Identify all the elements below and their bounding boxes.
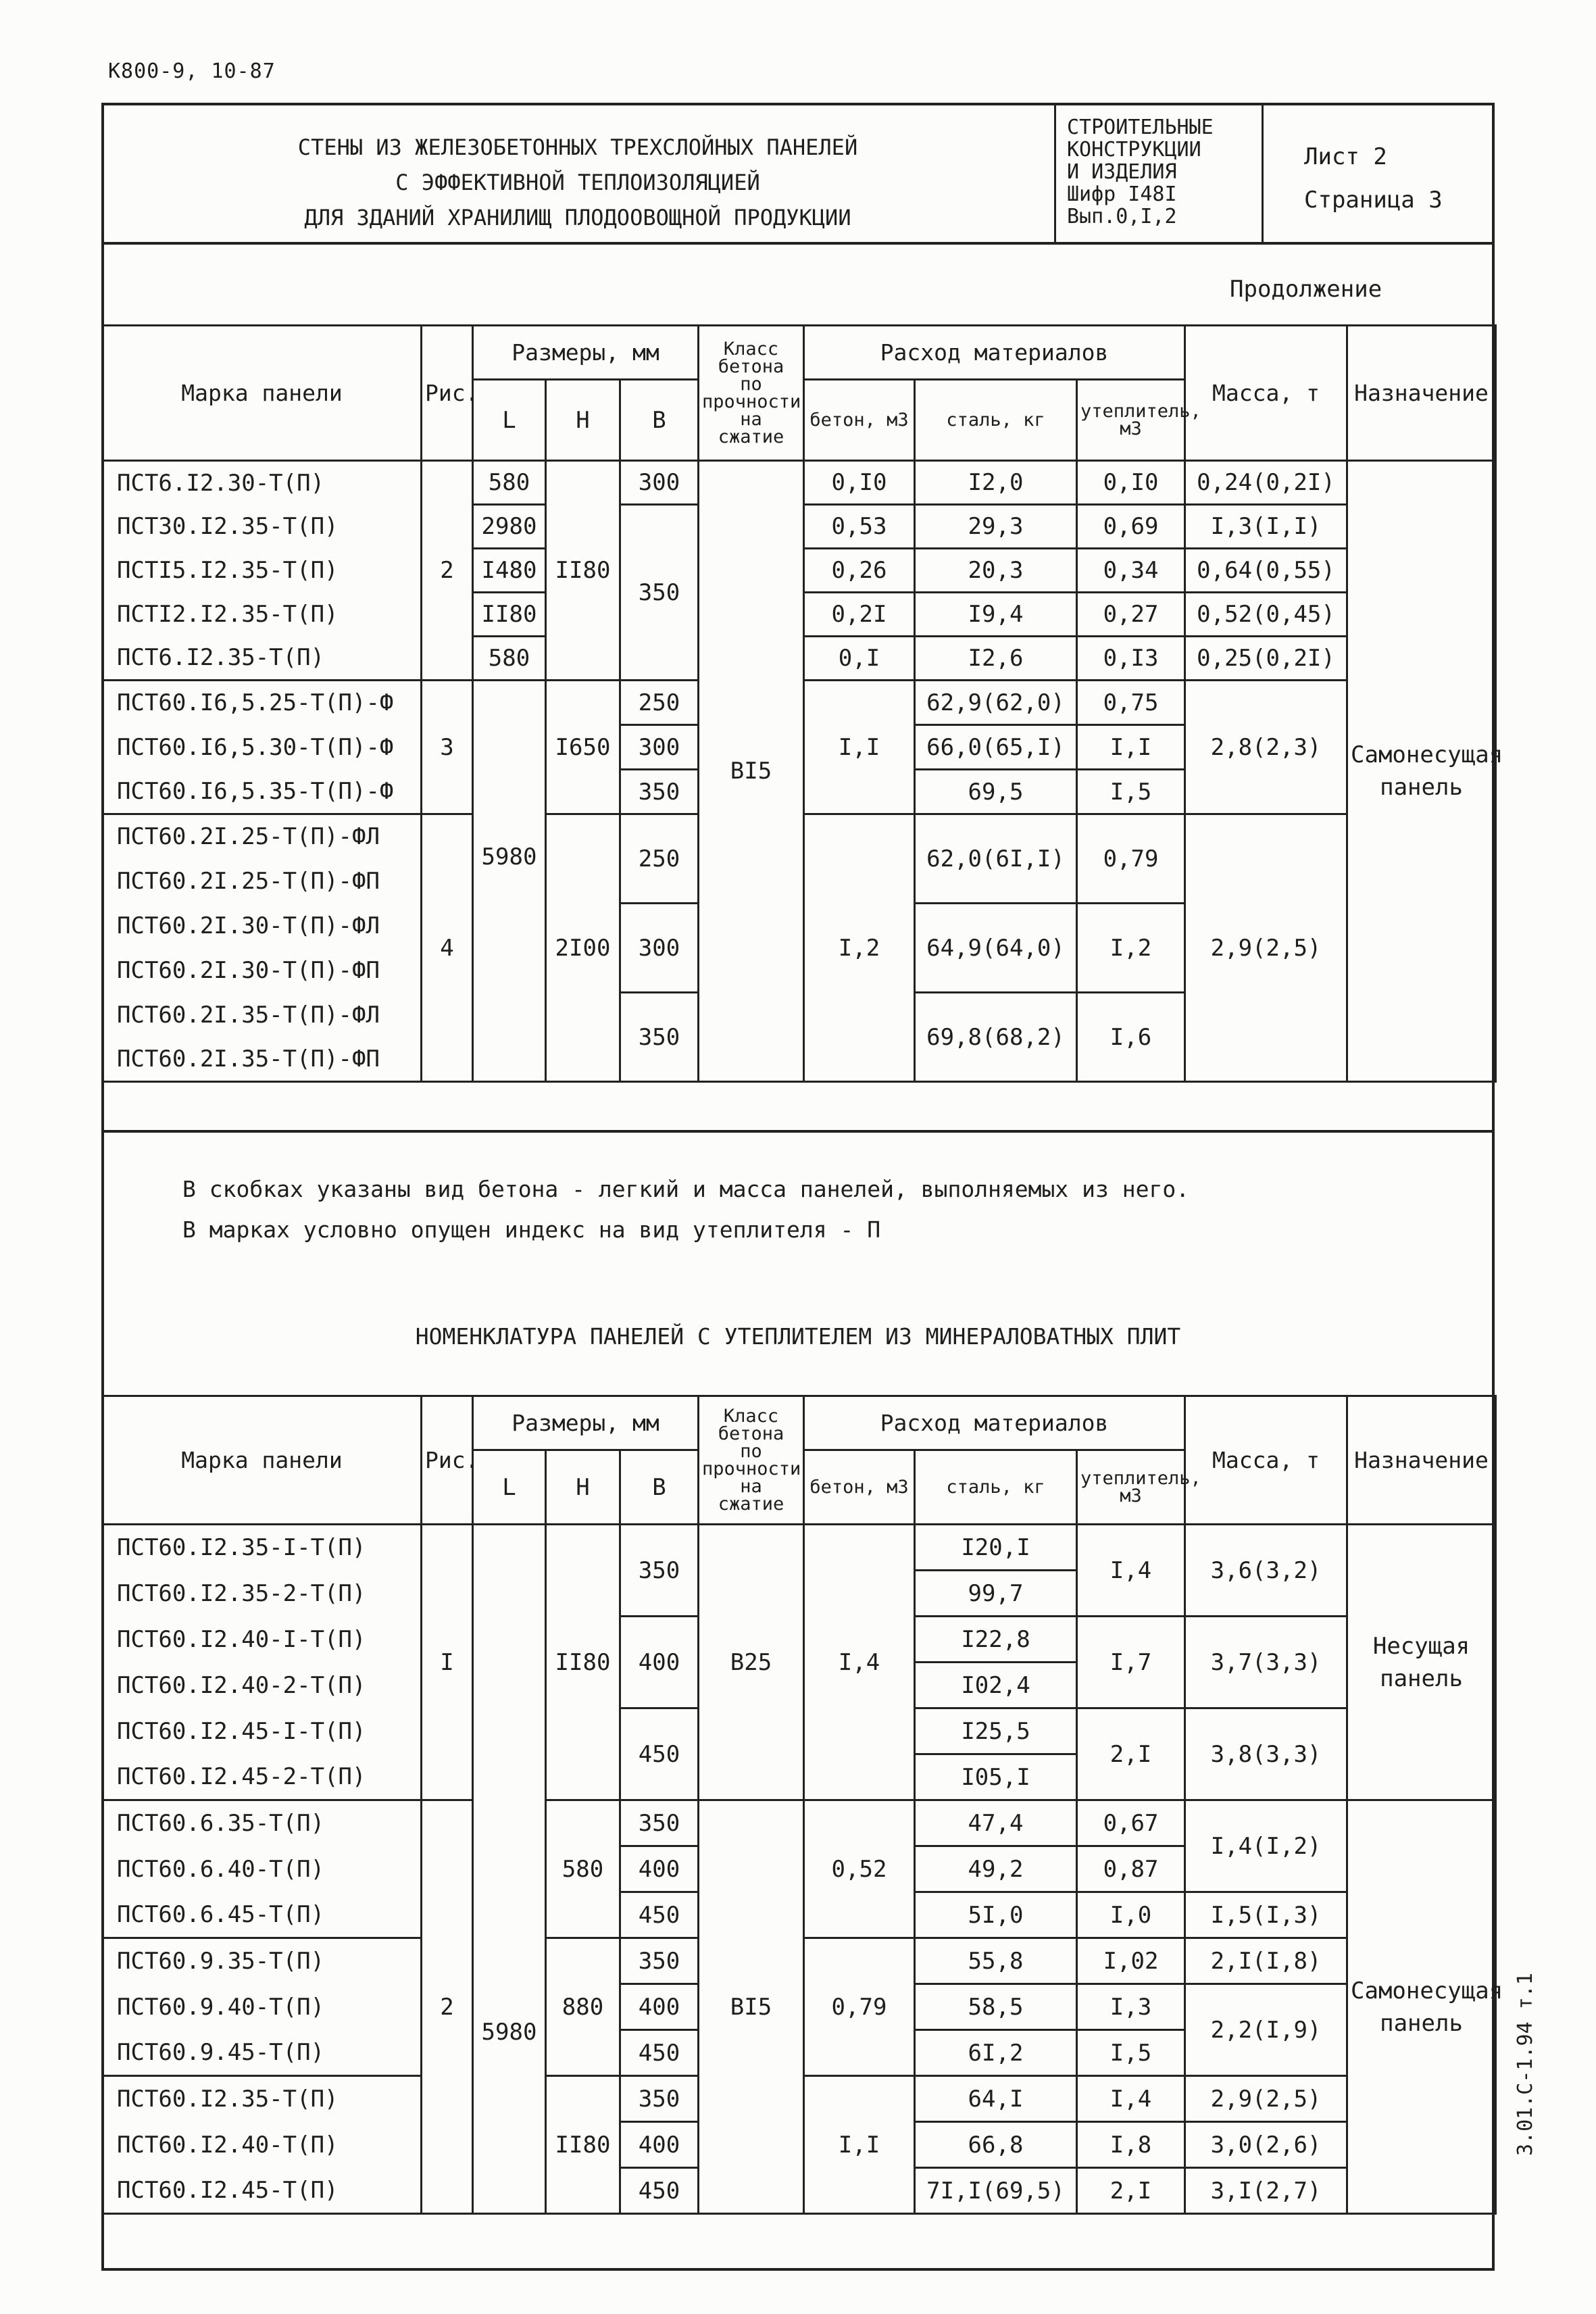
col-mark-header: Марка панели bbox=[103, 1396, 422, 1525]
panel-mark: ПСТ6.I2.35-Т(П) bbox=[103, 637, 422, 681]
document-code: К800-9, 10-87 bbox=[108, 59, 276, 83]
col-consumption-header: Расход материалов bbox=[804, 326, 1185, 380]
mass-cell: 2,8(2,3) bbox=[1185, 681, 1347, 814]
steel-cell: 55,8 bbox=[915, 1938, 1077, 1984]
steel-cell: 62,9(62,0) bbox=[915, 681, 1077, 725]
insul-cell: I,7 bbox=[1077, 1617, 1185, 1708]
title-line: ДЛЯ ЗДАНИЙ ХРАНИЛИЩ ПЛОДООВОЩНОЙ ПРОДУКЦИИ bbox=[304, 205, 851, 230]
col-class-header: Класс бетона по прочности на сжатие bbox=[699, 326, 804, 461]
insul-cell: I,8 bbox=[1077, 2122, 1185, 2168]
steel-cell: 58,5 bbox=[915, 1984, 1077, 2030]
panel-mark: ПСТ60.I2.40-2-Т(П) bbox=[103, 1663, 422, 1708]
concrete-cell: 0,52 bbox=[804, 1800, 915, 1938]
thickness-cell: 350 bbox=[620, 2076, 699, 2122]
col-class-header: Класс бетона по прочности на сжатие bbox=[699, 1396, 804, 1525]
purpose-cell: Самонесущая панель bbox=[1347, 1800, 1496, 2214]
fig-cell: 4 bbox=[422, 814, 473, 1082]
concrete-cell: 0,I0 bbox=[804, 461, 915, 505]
concrete-class-cell: B25 bbox=[699, 1525, 804, 1800]
series-block bbox=[1054, 103, 1264, 242]
insul-cell: I,I bbox=[1077, 725, 1185, 770]
insul-cell: 0,79 bbox=[1077, 814, 1185, 904]
panel-mark: ПСТ60.I2.40-I-Т(П) bbox=[103, 1617, 422, 1663]
steel-cell: 64,I bbox=[915, 2076, 1077, 2122]
concrete-cell: I,I bbox=[804, 681, 915, 814]
mass-cell: 2,9(2,5) bbox=[1185, 2076, 1347, 2122]
col-concrete-header: бетон, м3 bbox=[804, 1450, 915, 1525]
panel-mark: ПСТ60.9.35-Т(П) bbox=[103, 1938, 422, 1984]
col-dims-header: Размеры, мм bbox=[473, 1396, 699, 1450]
thickness-cell: 450 bbox=[620, 2168, 699, 2214]
col-insul-header: утеплитель, м3 bbox=[1077, 1450, 1185, 1525]
concrete-cell: I,I bbox=[804, 2076, 915, 2214]
steel-cell: 29,3 bbox=[915, 505, 1077, 549]
mass-cell: 3,8(3,3) bbox=[1185, 1708, 1347, 1800]
col-fig-header: Рис. bbox=[422, 326, 473, 461]
thickness-cell: 350 bbox=[620, 993, 699, 1082]
mass-cell: 2,9(2,5) bbox=[1185, 814, 1347, 1082]
col-fig-header: Рис. bbox=[422, 1396, 473, 1525]
purpose-cell: Несущая панель bbox=[1347, 1525, 1496, 1800]
fig-cell: 3 bbox=[422, 681, 473, 814]
panel-mark: ПСТ60.6.45-Т(П) bbox=[103, 1892, 422, 1938]
panel-mark: ПСТ60.2I.35-Т(П)-ФП bbox=[103, 1037, 422, 1082]
thickness-cell: 350 bbox=[620, 770, 699, 814]
concrete-class-cell: BI5 bbox=[699, 461, 804, 1082]
panel-mark: ПСТI2.I2.35-Т(П) bbox=[103, 593, 422, 637]
length-cell: I480 bbox=[473, 549, 546, 593]
length-cell: 580 bbox=[473, 461, 546, 505]
insul-cell: 0,I0 bbox=[1077, 461, 1185, 505]
series-line: И ИЗДЕЛИЯ bbox=[1067, 160, 1177, 184]
length-cell: II80 bbox=[473, 593, 546, 637]
concrete-cell: 0,26 bbox=[804, 549, 915, 593]
mass-cell: I,3(I,I) bbox=[1185, 505, 1347, 549]
panel-mark: ПСТ60.I2.45-Т(П) bbox=[103, 2168, 422, 2214]
steel-cell: 6I,2 bbox=[915, 2030, 1077, 2076]
steel-cell: 66,8 bbox=[915, 2122, 1077, 2168]
steel-cell: I2,0 bbox=[915, 461, 1077, 505]
title-line: СТЕНЫ ИЗ ЖЕЛЕЗОБЕТОННЫХ ТРЕХСЛОЙНЫХ ПАНЕЛЕЙ bbox=[297, 134, 858, 160]
series-line: СТРОИТЕЛЬНЫЕ bbox=[1067, 116, 1214, 139]
document-title bbox=[101, 130, 1054, 235]
mass-cell: 3,6(3,2) bbox=[1185, 1525, 1347, 1617]
steel-cell: I05,I bbox=[915, 1754, 1077, 1800]
height-cell: 580 bbox=[546, 1800, 620, 1938]
thickness-cell: 350 bbox=[620, 505, 699, 681]
height-cell: II80 bbox=[546, 1525, 620, 1800]
steel-cell: 69,8(68,2) bbox=[915, 993, 1077, 1082]
thickness-cell: 250 bbox=[620, 814, 699, 904]
page-number: Страница 3 bbox=[1304, 187, 1443, 214]
series-line: КОНСТРУКЦИИ bbox=[1067, 138, 1201, 162]
insul-cell: 0,69 bbox=[1077, 505, 1185, 549]
panel-mark: ПСТ6.I2.30-Т(П) bbox=[103, 461, 422, 505]
steel-cell: I22,8 bbox=[915, 1617, 1077, 1663]
thickness-cell: 450 bbox=[620, 1892, 699, 1938]
series-line: Вып.0,I,2 bbox=[1067, 205, 1177, 228]
thickness-cell: 300 bbox=[620, 904, 699, 993]
height-cell: II80 bbox=[546, 461, 620, 681]
height-cell: 2I00 bbox=[546, 814, 620, 1082]
insul-cell: I,4 bbox=[1077, 1525, 1185, 1617]
mass-cell: 0,64(0,55) bbox=[1185, 549, 1347, 593]
thickness-cell: 350 bbox=[620, 1938, 699, 1984]
panel-mark: ПСТ60.2I.30-Т(П)-ФЛ bbox=[103, 904, 422, 948]
panel-mark: ПСТ60.2I.25-Т(П)-ФП bbox=[103, 859, 422, 904]
length-cell: 5980 bbox=[473, 1525, 546, 2214]
note-line: В скобках указаны вид бетона - легкий и масса панелей, выполняемых из него. bbox=[182, 1176, 1190, 1202]
concrete-cell: 0,53 bbox=[804, 505, 915, 549]
insul-cell: 0,27 bbox=[1077, 593, 1185, 637]
purpose-cell: Самонесущая панель bbox=[1347, 461, 1496, 1082]
thickness-cell: 450 bbox=[620, 1708, 699, 1800]
col-insul-header: утеплитель, м3 bbox=[1077, 380, 1185, 461]
fig-cell: 2 bbox=[422, 461, 473, 681]
height-cell: II80 bbox=[546, 2076, 620, 2214]
col-steel-header: сталь, кг bbox=[915, 380, 1077, 461]
mass-cell: 3,7(3,3) bbox=[1185, 1617, 1347, 1708]
col-dims-header: Размеры, мм bbox=[473, 326, 699, 380]
table-divider bbox=[101, 1130, 1495, 1133]
mass-cell: 0,52(0,45) bbox=[1185, 593, 1347, 637]
insul-cell: I,5 bbox=[1077, 770, 1185, 814]
col-concrete-header: бетон, м3 bbox=[804, 380, 915, 461]
mass-cell: 0,25(0,2I) bbox=[1185, 637, 1347, 681]
insul-cell: I,4 bbox=[1077, 2076, 1185, 2122]
steel-cell: I02,4 bbox=[915, 1663, 1077, 1708]
insul-cell: I,02 bbox=[1077, 1938, 1185, 1984]
mass-cell: 3,I(2,7) bbox=[1185, 2168, 1347, 2214]
insul-cell: 0,I3 bbox=[1077, 637, 1185, 681]
fig-cell: I bbox=[422, 1525, 473, 1800]
steel-cell: I2,6 bbox=[915, 637, 1077, 681]
panel-mark: ПСТ30.I2.35-Т(П) bbox=[103, 505, 422, 549]
panel-mark: ПСТ60.6.35-Т(П) bbox=[103, 1800, 422, 1846]
steel-cell: 64,9(64,0) bbox=[915, 904, 1077, 993]
thickness-cell: 250 bbox=[620, 681, 699, 725]
steel-cell: I25,5 bbox=[915, 1708, 1077, 1754]
col-l-header: L bbox=[473, 1450, 546, 1525]
insul-cell: 0,75 bbox=[1077, 681, 1185, 725]
col-purpose-header: Назначение bbox=[1347, 326, 1496, 461]
col-purpose-header: Назначение bbox=[1347, 1396, 1496, 1525]
panel-mark: ПСТ60.9.40-Т(П) bbox=[103, 1984, 422, 2030]
thickness-cell: 400 bbox=[620, 1846, 699, 1892]
mass-cell: 2,I(I,8) bbox=[1185, 1938, 1347, 1984]
panel-mark: ПСТ60.I2.40-Т(П) bbox=[103, 2122, 422, 2168]
thickness-cell: 400 bbox=[620, 2122, 699, 2168]
steel-cell: I9,4 bbox=[915, 593, 1077, 637]
concrete-cell: I,4 bbox=[804, 1525, 915, 1800]
col-l-header: L bbox=[473, 380, 546, 461]
insul-cell: I,3 bbox=[1077, 1984, 1185, 2030]
steel-cell: 49,2 bbox=[915, 1846, 1077, 1892]
height-cell: I650 bbox=[546, 681, 620, 814]
sheet-info bbox=[1304, 135, 1443, 222]
thickness-cell: 400 bbox=[620, 1617, 699, 1708]
insul-cell: 0,87 bbox=[1077, 1846, 1185, 1892]
mass-cell: I,4(I,2) bbox=[1185, 1800, 1347, 1892]
steel-cell: 7I,I(69,5) bbox=[915, 2168, 1077, 2214]
insul-cell: 0,34 bbox=[1077, 549, 1185, 593]
steel-cell: 66,0(65,I) bbox=[915, 725, 1077, 770]
steel-cell: 69,5 bbox=[915, 770, 1077, 814]
panel-mark: ПСТ60.I2.45-2-Т(П) bbox=[103, 1754, 422, 1800]
mass-cell: 0,24(0,2I) bbox=[1185, 461, 1347, 505]
concrete-cell: 0,2I bbox=[804, 593, 915, 637]
length-cell: 5980 bbox=[473, 681, 546, 1082]
steel-cell: 20,3 bbox=[915, 549, 1077, 593]
insul-cell: 0,67 bbox=[1077, 1800, 1185, 1846]
panel-mark: ПСТ60.2I.35-Т(П)-ФЛ bbox=[103, 993, 422, 1037]
panel-mark: ПСТ60.I2.35-2-Т(П) bbox=[103, 1571, 422, 1617]
panel-mark: ПСТ60.2I.30-Т(П)-ФП bbox=[103, 948, 422, 993]
col-h-header: Н bbox=[546, 380, 620, 461]
col-consumption-header: Расход материалов bbox=[804, 1396, 1185, 1450]
panel-mark: ПСТ60.I6,5.35-Т(П)-Ф bbox=[103, 770, 422, 814]
mass-cell: 2,2(I,9) bbox=[1185, 1984, 1347, 2076]
side-document-code: 3.01.C-1.94 т.1 bbox=[1514, 1973, 1537, 2156]
panel-mark: ПСТ60.I2.35-I-Т(П) bbox=[103, 1525, 422, 1571]
col-mass-header: Масса, т bbox=[1185, 326, 1347, 461]
steel-cell: 62,0(6I,I) bbox=[915, 814, 1077, 904]
insul-cell: 2,I bbox=[1077, 1708, 1185, 1800]
insul-cell: I,5 bbox=[1077, 2030, 1185, 2076]
col-steel-header: сталь, кг bbox=[915, 1450, 1077, 1525]
col-mark-header: Марка панели bbox=[103, 326, 422, 461]
insul-cell: 2,I bbox=[1077, 2168, 1185, 2214]
section-title: НОМЕНКЛАТУРА ПАНЕЛЕЙ С УТЕПЛИТЕЛЕМ ИЗ МИНЕРАЛОВАТНЫХ ПЛИТ bbox=[415, 1323, 1181, 1350]
concrete-cell: 0,79 bbox=[804, 1938, 915, 2076]
steel-cell: 47,4 bbox=[915, 1800, 1077, 1846]
col-h-header: Н bbox=[546, 1450, 620, 1525]
insul-cell: I,2 bbox=[1077, 904, 1185, 993]
col-mass-header: Масса, т bbox=[1185, 1396, 1347, 1525]
panels-table-2 bbox=[101, 1395, 1503, 2215]
steel-cell: 5I,0 bbox=[915, 1892, 1077, 1938]
panel-mark: ПСТ60.2I.25-Т(П)-ФЛ bbox=[103, 814, 422, 859]
thickness-cell: 450 bbox=[620, 2030, 699, 2076]
panel-mark: ПСТ60.6.40-Т(П) bbox=[103, 1846, 422, 1892]
steel-cell: 99,7 bbox=[915, 1571, 1077, 1617]
insul-cell: I,6 bbox=[1077, 993, 1185, 1082]
panel-mark: ПСТ60.I2.45-I-Т(П) bbox=[103, 1708, 422, 1754]
col-b-header: В bbox=[620, 380, 699, 461]
thickness-cell: 350 bbox=[620, 1525, 699, 1617]
length-cell: 580 bbox=[473, 637, 546, 681]
panel-mark: ПСТI5.I2.35-Т(П) bbox=[103, 549, 422, 593]
panel-mark: ПСТ60.9.45-Т(П) bbox=[103, 2030, 422, 2076]
title-line: С ЭФФЕКТИВНОЙ ТЕПЛОИЗОЛЯЦИЕЙ bbox=[395, 170, 760, 195]
thickness-cell: 350 bbox=[620, 1800, 699, 1846]
panel-mark: ПСТ60.I6,5.25-Т(П)-Ф bbox=[103, 681, 422, 725]
insul-cell: I,0 bbox=[1077, 1892, 1185, 1938]
sheet-number: Лист 2 bbox=[1304, 143, 1387, 170]
panel-mark: ПСТ60.I6,5.30-Т(П)-Ф bbox=[103, 725, 422, 770]
continuation-label: Продолжение bbox=[1230, 276, 1382, 303]
length-cell: 2980 bbox=[473, 505, 546, 549]
fig-cell: 2 bbox=[422, 1800, 473, 2214]
height-cell: 880 bbox=[546, 1938, 620, 2076]
title-block bbox=[101, 103, 1495, 245]
thickness-cell: 300 bbox=[620, 461, 699, 505]
series-line: Шифр I48I bbox=[1067, 182, 1177, 206]
concrete-class-cell: BI5 bbox=[699, 1800, 804, 2214]
concrete-cell: I,2 bbox=[804, 814, 915, 1082]
panel-mark: ПСТ60.I2.35-Т(П) bbox=[103, 2076, 422, 2122]
mass-cell: 3,0(2,6) bbox=[1185, 2122, 1347, 2168]
note-line: В марках условно опущен индекс на вид утеплителя - П bbox=[182, 1216, 881, 1243]
concrete-cell: 0,I bbox=[804, 637, 915, 681]
panels-table-1 bbox=[101, 324, 1503, 1083]
col-b-header: В bbox=[620, 1450, 699, 1525]
steel-cell: I20,I bbox=[915, 1525, 1077, 1571]
thickness-cell: 400 bbox=[620, 1984, 699, 2030]
thickness-cell: 300 bbox=[620, 725, 699, 770]
mass-cell: I,5(I,3) bbox=[1185, 1892, 1347, 1938]
